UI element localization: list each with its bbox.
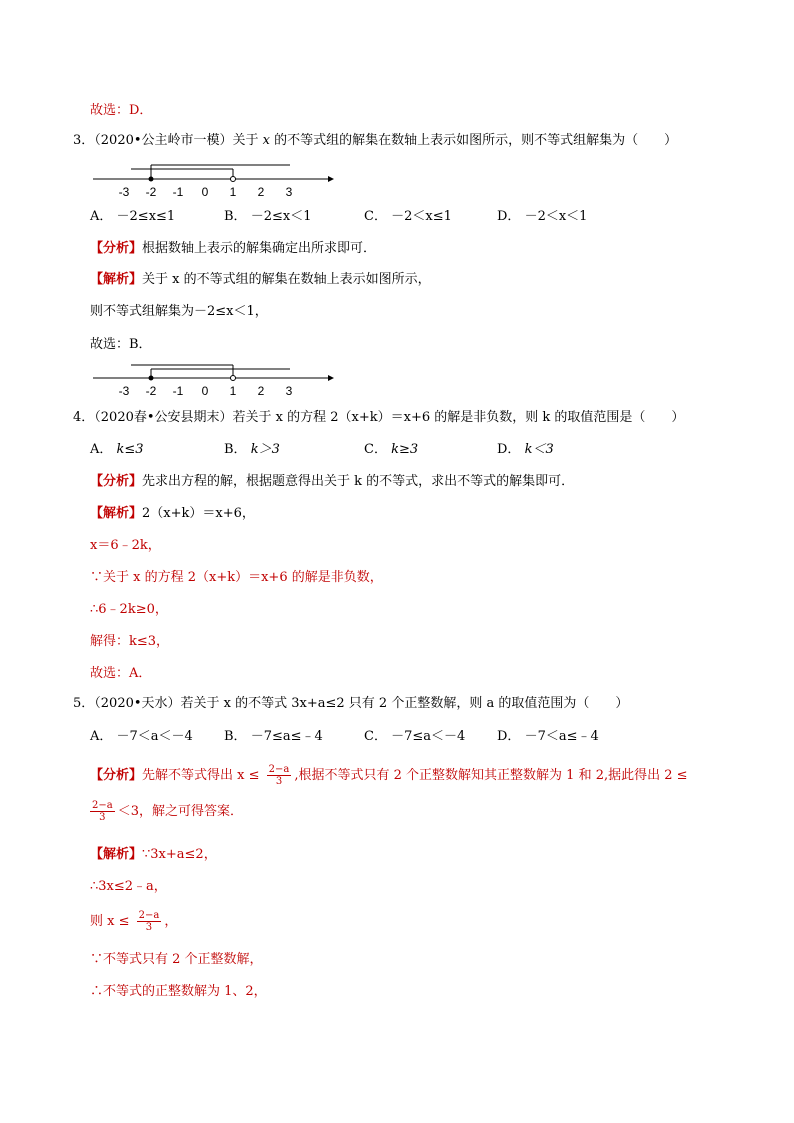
q3-solution-line-1: 【解析】关于 x 的不等式组的解集在数轴上表示如图所示， xyxy=(90,272,431,287)
tick-label: 1 xyxy=(229,384,237,398)
q5-solution-line-3: 则 x ≤ $\frac{2-a}{3}$ ， xyxy=(90,910,178,933)
q4-stem: 4．（2020春•公安县期末）若关于 x 的方程 2（x+k）＝x+6 的解是非负数，则 k 的取值范围是（ ） xyxy=(73,410,685,425)
tick-label: -3 xyxy=(118,384,130,398)
tick-label: 3 xyxy=(285,384,293,398)
q4-solution-line-2: x＝6﹣2k， xyxy=(90,538,161,553)
q3-option-c[interactable]: C． －2＜x≤1 xyxy=(364,209,452,224)
q5-option-a[interactable]: A． －7＜a＜－4 xyxy=(90,729,193,744)
q5-analysis-line-1: 【分析】先解不等式得出 x ≤ $\frac{2-a}{3}$ ,根据不等式只有 2 个正整数解知其正整数解为 1 和 2,据此得出 2 ≤ xyxy=(90,764,688,787)
q3-option-d[interactable]: D． －2＜x＜1 xyxy=(497,209,588,224)
q4-analysis: 【分析】先求出方程的解，根据题意得出关于 k 的不等式，求出不等式的解集即可． xyxy=(90,474,575,489)
fraction: $\frac{2-a}{3}$ xyxy=(268,764,290,787)
q5-stem: 5．（2020•天水）若关于 x 的不等式 3x+a≤2 只有 2 个正整数解，则 a 的取值范围为（ ） xyxy=(73,696,629,711)
q5-solution-line-5: ∴不等式的正整数解为 1、2， xyxy=(90,984,267,999)
tick-label: -2 xyxy=(145,185,157,199)
tick-label: -1 xyxy=(172,384,184,398)
tick-label: 0 xyxy=(201,185,209,199)
tick-label: 2 xyxy=(257,384,265,398)
tick-label: 0 xyxy=(201,384,209,398)
q4-solution-line-4: ∴6﹣2k≥0， xyxy=(90,602,168,617)
tick-label: -3 xyxy=(118,185,130,199)
q4-solution-line-5: 解得：k≤3， xyxy=(90,634,170,649)
q3-option-a[interactable]: A． －2≤x≤1 xyxy=(90,209,176,224)
q3-solution-line-2: 则不等式组解集为－2≤x＜1， xyxy=(90,304,268,319)
tick-label: 3 xyxy=(285,185,293,199)
q3-stem-pre: 3．（2020•公主岭市一模）关于 xyxy=(73,133,259,148)
q5-option-d[interactable]: D． －7＜a≤﹣4 xyxy=(497,729,599,744)
q3-option-b[interactable]: B． －2≤x＜1 xyxy=(224,209,312,224)
closed-dot-icon xyxy=(149,376,154,381)
q5-solution-line-2: ∴3x≤2﹣a， xyxy=(90,879,167,894)
tick-label: -1 xyxy=(172,185,184,199)
q3-stem-var: x xyxy=(262,133,271,148)
fraction: $\frac{2-a}{3}$ xyxy=(92,800,113,823)
q3-number-line-repeat xyxy=(90,362,340,402)
q3-analysis: 【分析】根据数轴上表示的解集确定出所求即可． xyxy=(90,241,377,256)
q4-option-a[interactable]: A． k≤3 xyxy=(90,442,144,457)
q4-option-b[interactable]: B． k＞3 xyxy=(224,442,280,457)
q4-option-d[interactable]: D． k＜3 xyxy=(497,442,554,457)
q3-number-line xyxy=(90,160,340,200)
q4-solution-line-3: ∵关于 x 的方程 2（x+k）＝x+6 的解是非负数， xyxy=(90,570,383,585)
q5-solution-line-1: 【解析】∵3x+a≤2， xyxy=(90,847,217,862)
q3-answer: 故选：B． xyxy=(90,337,152,352)
q4-answer: 故选：A． xyxy=(90,666,152,681)
q5-option-b[interactable]: B． －7≤a≤﹣4 xyxy=(224,729,323,744)
q3-stem-post: 的不等式组的解集在数轴上表示如图所示，则不等式组解集为（ ） xyxy=(274,133,678,148)
closed-dot-icon xyxy=(149,177,154,182)
q5-analysis-line-2: $\frac{2-a}{3}$ ＜3，解之可得答案． xyxy=(92,800,243,823)
q2-answer: 故选：D． xyxy=(90,103,153,118)
open-dot-icon xyxy=(231,376,236,381)
tick-label: -2 xyxy=(145,384,157,398)
tick-label: 2 xyxy=(257,185,265,199)
q4-option-c[interactable]: C． k≥3 xyxy=(364,442,419,457)
q5-option-c[interactable]: C． －7≤a＜－4 xyxy=(364,729,466,744)
open-dot-icon xyxy=(231,177,236,182)
fraction: $\frac{2-a}{3}$ xyxy=(138,910,160,933)
q4-solution-line-1: 【解析】2（x+k）＝x+6， xyxy=(90,506,255,521)
q3-stem xyxy=(73,131,677,151)
tick-label: 1 xyxy=(229,185,237,199)
q5-solution-line-4: ∵不等式只有 2 个正整数解， xyxy=(90,952,263,967)
